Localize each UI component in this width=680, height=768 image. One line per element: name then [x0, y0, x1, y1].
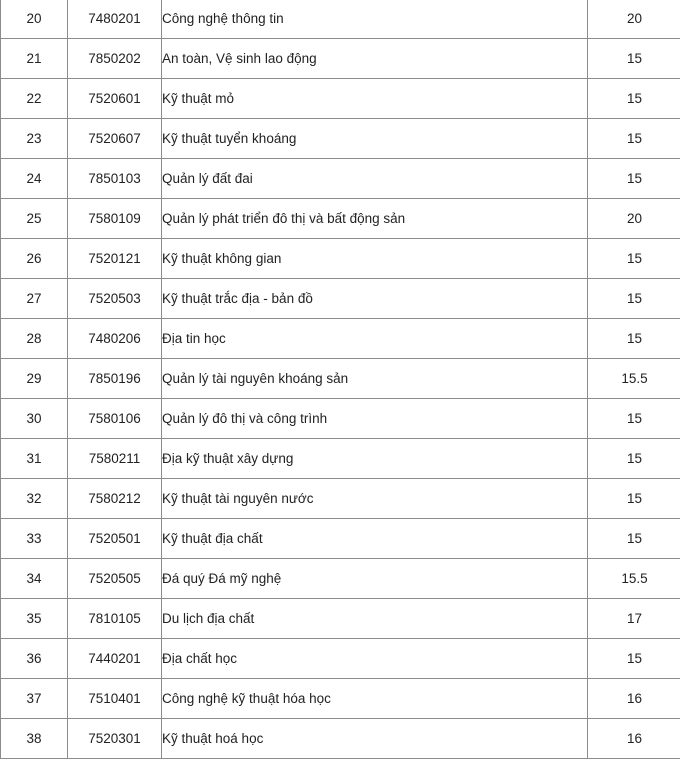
table-row: [1, 439, 680, 479]
major-code-cell: 7580212: [68, 479, 162, 519]
score-cell: 16: [588, 719, 680, 759]
row-number-cell: 35: [1, 599, 68, 639]
major-code-cell: 7520121: [68, 239, 162, 279]
score-cell: 15: [588, 439, 680, 479]
table-row: [1, 159, 680, 199]
table-row: [1, 79, 680, 119]
score-cell: 15: [588, 639, 680, 679]
major-name-cell: Quản lý tài nguyên khoáng sản: [162, 359, 588, 399]
table-row: [1, 199, 680, 239]
row-number-cell: 21: [1, 39, 68, 79]
score-cell: 15: [588, 159, 680, 199]
row-number-cell: 29: [1, 359, 68, 399]
row-number-cell: 32: [1, 479, 68, 519]
major-code-cell: 7810105: [68, 599, 162, 639]
major-code-cell: 7580109: [68, 199, 162, 239]
score-table-body: [1, 0, 680, 759]
table-row: [1, 599, 680, 639]
major-name-cell: Kỹ thuật địa chất: [162, 519, 588, 559]
score-cell: 17: [588, 599, 680, 639]
row-number-cell: 30: [1, 399, 68, 439]
major-code-cell: 7440201: [68, 639, 162, 679]
major-name-cell: Địa tin học: [162, 319, 588, 359]
row-number-cell: 26: [1, 239, 68, 279]
major-name-cell: Quản lý đô thị và công trình: [162, 399, 588, 439]
score-cell: 15: [588, 39, 680, 79]
major-name-cell: Kỹ thuật tài nguyên nước: [162, 479, 588, 519]
major-name-cell: Kỹ thuật mỏ: [162, 79, 588, 119]
table-row: [1, 639, 680, 679]
major-code-cell: 7580211: [68, 439, 162, 479]
table-row: [1, 0, 680, 39]
major-code-cell: 7850196: [68, 359, 162, 399]
score-cell: 20: [588, 199, 680, 239]
table-row: [1, 119, 680, 159]
major-code-cell: 7520607: [68, 119, 162, 159]
row-number-cell: 20: [1, 0, 68, 39]
major-name-cell: Công nghệ thông tin: [162, 0, 588, 39]
major-name-cell: Quản lý phát triển đô thị và bất động sản: [162, 199, 588, 239]
score-cell: 15: [588, 519, 680, 559]
row-number-cell: 25: [1, 199, 68, 239]
major-code-cell: 7520501: [68, 519, 162, 559]
score-cell: 15.5: [588, 359, 680, 399]
score-cell: 15: [588, 79, 680, 119]
major-code-cell: 7480206: [68, 319, 162, 359]
table-row: [1, 559, 680, 599]
score-cell: 15: [588, 119, 680, 159]
table-row: [1, 279, 680, 319]
row-number-cell: 23: [1, 119, 68, 159]
major-code-cell: 7520601: [68, 79, 162, 119]
row-number-cell: 34: [1, 559, 68, 599]
table-row: [1, 519, 680, 559]
score-cell: 15: [588, 399, 680, 439]
major-code-cell: 7850103: [68, 159, 162, 199]
score-cell: 15: [588, 279, 680, 319]
major-name-cell: Kỹ thuật trắc địa - bản đồ: [162, 279, 588, 319]
major-name-cell: An toàn, Vệ sinh lao động: [162, 39, 588, 79]
score-cell: 20: [588, 0, 680, 39]
score-cell: 15.5: [588, 559, 680, 599]
major-code-cell: 7480201: [68, 0, 162, 39]
major-name-cell: Quản lý đất đai: [162, 159, 588, 199]
table-row: [1, 679, 680, 719]
row-number-cell: 24: [1, 159, 68, 199]
row-number-cell: 38: [1, 719, 68, 759]
table-row: [1, 719, 680, 759]
major-code-cell: 7520301: [68, 719, 162, 759]
row-number-cell: 37: [1, 679, 68, 719]
major-name-cell: Kỹ thuật không gian: [162, 239, 588, 279]
row-number-cell: 22: [1, 79, 68, 119]
major-code-cell: 7850202: [68, 39, 162, 79]
major-name-cell: Du lịch địa chất: [162, 599, 588, 639]
table-row: [1, 399, 680, 439]
table-row: [1, 239, 680, 279]
score-cell: 15: [588, 319, 680, 359]
score-cell: 16: [588, 679, 680, 719]
major-code-cell: 7510401: [68, 679, 162, 719]
table-row: [1, 479, 680, 519]
row-number-cell: 33: [1, 519, 68, 559]
table-row: [1, 39, 680, 79]
major-name-cell: Kỹ thuật tuyển khoáng: [162, 119, 588, 159]
major-name-cell: Kỹ thuật hoá học: [162, 719, 588, 759]
major-name-cell: Công nghệ kỹ thuật hóa học: [162, 679, 588, 719]
row-number-cell: 27: [1, 279, 68, 319]
major-code-cell: 7520505: [68, 559, 162, 599]
score-cell: 15: [588, 239, 680, 279]
major-name-cell: Địa kỹ thuật xây dựng: [162, 439, 588, 479]
major-name-cell: Địa chất học: [162, 639, 588, 679]
score-cell: 15: [588, 479, 680, 519]
row-number-cell: 36: [1, 639, 68, 679]
row-number-cell: 28: [1, 319, 68, 359]
row-number-cell: 31: [1, 439, 68, 479]
major-code-cell: 7520503: [68, 279, 162, 319]
table-row: [1, 319, 680, 359]
table-row: [1, 359, 680, 399]
major-code-cell: 7580106: [68, 399, 162, 439]
major-name-cell: Đá quý Đá mỹ nghệ: [162, 559, 588, 599]
